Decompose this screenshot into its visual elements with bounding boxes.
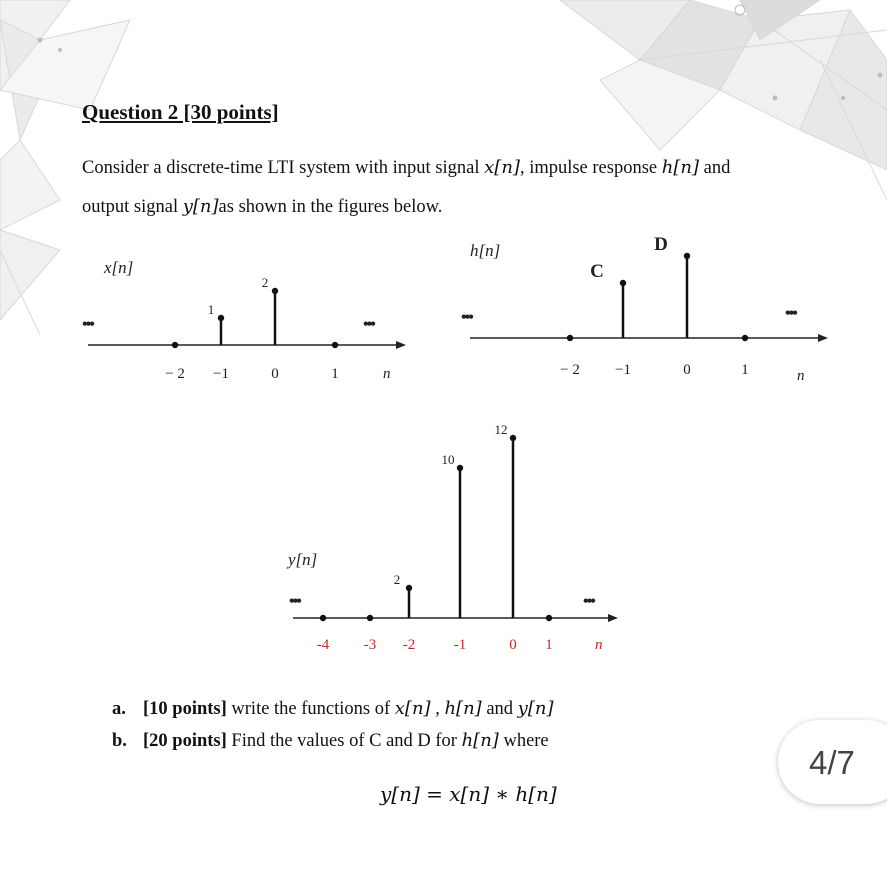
ellipsis-left: ••• [289, 593, 300, 610]
h-signal-symbol: h[n] [444, 698, 482, 719]
intro-text: , impulse response [519, 158, 662, 178]
axis-arrow-icon [818, 334, 828, 342]
item-text: where [498, 731, 549, 751]
value-label: 2 [261, 275, 269, 290]
value-label: 2 [393, 572, 401, 587]
item-marker: b. [112, 731, 127, 751]
tick-label: − 2 [165, 366, 185, 382]
zero-sample-point [367, 615, 373, 621]
intro-text: as shown in the figures below. [218, 197, 443, 217]
tick-label: -4 [316, 637, 330, 653]
x-signal-symbol: x[n] [394, 698, 431, 719]
value-label: C [590, 261, 604, 282]
tick-label: −1 [615, 362, 631, 378]
stem-head [684, 253, 690, 259]
y-signal-symbol: y[n] [517, 698, 554, 719]
zero-sample-point [332, 342, 338, 348]
zero-sample-point [742, 335, 748, 341]
y-signal-symbol: y[n] [182, 196, 219, 217]
ellipsis-right: ••• [363, 316, 374, 333]
ellipsis-left: ••• [82, 316, 93, 333]
ellipsis-right: ••• [785, 305, 796, 322]
n-axis-label: n [383, 366, 391, 382]
zero-sample-point [172, 342, 178, 348]
tick-label: 0 [509, 637, 517, 653]
item-text: and [481, 699, 518, 719]
value-label: 10 [441, 452, 455, 467]
tick-label: 1 [741, 362, 749, 378]
zero-sample-point [546, 615, 552, 621]
intro-line-1 [82, 157, 730, 179]
h-signal-symbol: h[n] [661, 157, 699, 178]
ellipsis-right: ••• [583, 593, 594, 610]
item-text: , [430, 699, 445, 719]
stem-head [510, 435, 516, 441]
question-item-a [112, 698, 553, 720]
tick-label: − 2 [560, 362, 580, 378]
intro-text: and [698, 158, 731, 178]
intro-text: Consider a discrete-time LTI system with input signal [82, 158, 485, 178]
tick-label: -2 [402, 637, 416, 653]
tick-label: 1 [331, 366, 339, 382]
x-signal-symbol: x[n] [484, 157, 520, 178]
stem-head [620, 280, 626, 286]
value-label: 12 [494, 422, 508, 437]
page-indicator[interactable] [778, 720, 887, 804]
question-item-b [112, 730, 549, 752]
zero-sample-point [320, 615, 326, 621]
ellipsis-left: ••• [461, 309, 472, 326]
stem-head [406, 585, 412, 591]
tick-label: 1 [545, 637, 553, 653]
page-number: 4/7 [809, 744, 855, 781]
plot-title: x[n] [104, 258, 134, 277]
plot-title: y[n] [288, 550, 318, 569]
y-signal-plot [283, 420, 633, 665]
item-text: write the functions of [226, 699, 395, 719]
tick-label: 0 [271, 366, 279, 382]
n-axis-label: n [595, 637, 603, 653]
stem-head [272, 288, 278, 294]
tick-label: −1 [213, 366, 229, 382]
item-points: [10 points] [143, 699, 227, 719]
tick-label: -3 [363, 637, 377, 653]
question-title: Question 2 [30 points] [82, 100, 279, 124]
item-points: [20 points] [143, 731, 227, 751]
intro-text: output signal [82, 197, 183, 217]
tick-label: 0 [683, 362, 691, 378]
value-label: 1 [207, 302, 215, 317]
item-marker: a. [112, 699, 126, 719]
axis-arrow-icon [608, 614, 618, 622]
stem-head [457, 465, 463, 471]
plot-title: h[n] [470, 241, 501, 260]
value-label: D [654, 234, 668, 255]
axis-arrow-icon [396, 341, 406, 349]
x-signal-plot [78, 245, 418, 395]
tick-label: -1 [453, 637, 467, 653]
intro-line-2 [82, 196, 442, 218]
stem-head [218, 315, 224, 321]
convolution-equation: y[n] = x[n] ∗ h[n] [380, 782, 557, 806]
n-axis-label: n [797, 368, 805, 384]
item-text: Find the values of C and D for [226, 731, 462, 751]
h-signal-plot [455, 228, 840, 388]
zero-sample-point [567, 335, 573, 341]
h-signal-symbol: h[n] [461, 730, 499, 751]
